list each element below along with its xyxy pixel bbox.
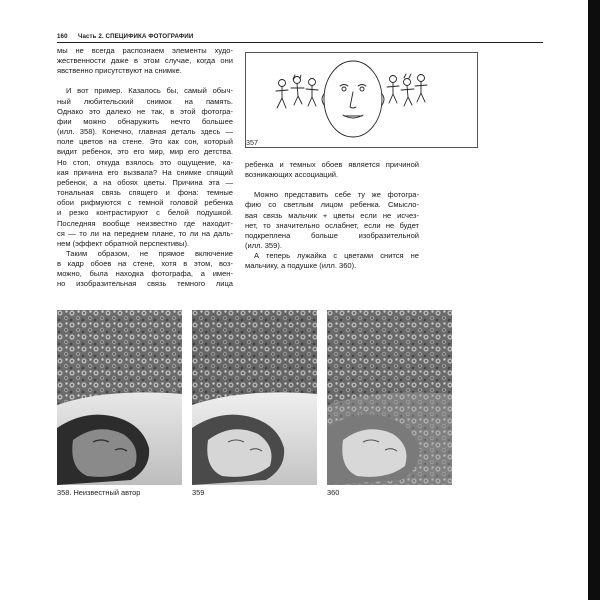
figure-358-caption: 358. Неизвестный автор <box>57 488 141 497</box>
flowered-pillow-photo-icon <box>327 310 452 485</box>
figure-357-caption: 357 <box>246 138 258 147</box>
text-line: но изобразительная связь темного лица <box>57 279 233 289</box>
text-line: ребенок, а на обоях цветы. Причина эта — <box>57 177 233 187</box>
text-line: нет, то значительно ослабнет, если не будет <box>245 220 419 230</box>
text-line: и резко контрастируют с белой подушкой. <box>57 208 233 218</box>
sleeping-child-light-face-icon <box>192 310 317 485</box>
text-line: Можно представить себе ту же фотогра- <box>254 190 419 200</box>
header-rule <box>57 42 543 43</box>
text-line: И вот пример. Казалось бы, самый обыч- <box>66 86 233 96</box>
text-line: вая связь мальчик + цветы если не исчез- <box>245 210 419 220</box>
figure-359-photo <box>192 310 317 485</box>
text-line: ребенка и темных обоев является причиной <box>245 160 419 169</box>
text-line: Таким образом, не прямое включение <box>66 248 233 258</box>
text-line: фии можно обнаружить нечто большее <box>57 116 233 126</box>
paragraph-continuation <box>245 160 419 180</box>
text-line: нем (эффект обратной перспективы). <box>57 238 190 248</box>
text-line: явственно присутствуют на снимке. <box>57 66 182 76</box>
figure-360-photo <box>327 310 452 485</box>
text-line: Последняя вообще неизвестно где находит- <box>57 218 233 228</box>
page-edge-shadow <box>588 0 600 600</box>
paragraph-example <box>57 86 233 249</box>
text-line: ный любительский снимок на память. <box>57 96 233 106</box>
text-line: (илл. 359). <box>245 241 282 251</box>
figure-357-drawing <box>245 52 478 148</box>
left-text-column <box>57 46 233 290</box>
page-number: 160 <box>57 33 68 40</box>
text-line: можно, была находка фотографа, а имен- <box>57 269 233 279</box>
paragraph-intro <box>57 46 233 76</box>
text-line: мы не всегда распознаем элементы худо- <box>57 46 233 55</box>
text-line: подкреплена больше изобразительной <box>245 230 419 240</box>
text-line: обои рифмуются с темной головой ребенка <box>57 198 233 208</box>
text-line: тональная связь спящего и фона: темные <box>57 188 233 198</box>
paragraph-pillow <box>245 251 419 271</box>
text-line: А теперь лужайка с цветами снится не <box>254 251 419 261</box>
text-line: в кадр обоев на стене, хотя в этом, воз- <box>57 259 233 269</box>
text-line: возникающих ассоциаций. <box>245 170 339 180</box>
text-line: Однако это далеко не так, в этой фотогра- <box>57 106 233 116</box>
text-line: фию со светлым лицом ребенка. Смысло- <box>245 200 419 210</box>
child-drawing-icon <box>246 53 477 147</box>
text-line: поле цветов на стене. Это как сон, который <box>57 137 233 147</box>
text-line: (илл. 358). Конечно, главная деталь здесь — <box>57 127 233 137</box>
text-line: видит ребенок, это его мир, мир его детства. <box>57 147 233 157</box>
figure-360-caption: 360 <box>327 488 340 497</box>
text-line: кая причина его вызвала? На снимке спящий <box>57 167 233 177</box>
right-text-column <box>245 160 419 272</box>
section-title: Часть 2. СПЕЦИФИКА ФОТОГРАФИИ <box>78 33 194 40</box>
text-line: Но стоп, откуда взялось это ощущение, ка- <box>57 157 233 167</box>
sleeping-child-photo-icon <box>57 310 182 485</box>
figure-358-photo <box>57 310 182 485</box>
text-line: жественности даже в этом случае, когда они <box>57 56 233 66</box>
paragraph-imagine <box>245 190 419 251</box>
figure-359-caption: 359 <box>192 488 205 497</box>
text-line: ся — то ли на переднем плане, то ли на даль- <box>57 228 233 238</box>
paragraph-conclusion <box>57 249 233 290</box>
text-line: мальчику, а подушке (илл. 360). <box>245 261 357 271</box>
